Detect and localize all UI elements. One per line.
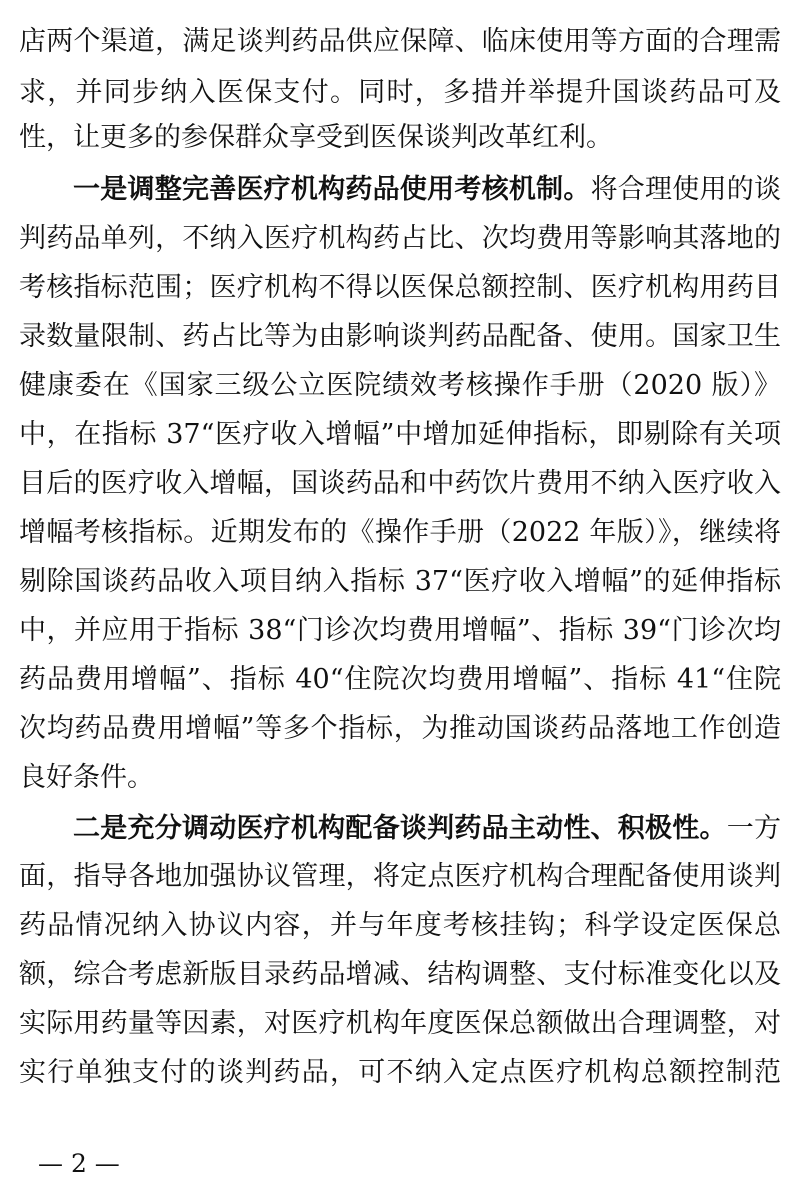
paragraph-line: 中，在指标 37“医疗收入增幅”中增加延伸指标，即剔除有关项 <box>19 419 781 450</box>
paragraph-heading: 一是调整完善医疗机构药品使用考核机制。 <box>73 174 591 205</box>
paragraph-line: 中，并应用于指标 38“门诊次均费用增幅”、指标 39“门诊次均 <box>19 615 781 646</box>
paragraph-line: 额，综合考虑新版目录药品增减、结构调整、支付标准变化以及 <box>19 959 781 990</box>
paragraph-line: 药品情况纳入协议内容，并与年度考核挂钩；科学设定医保总 <box>19 910 781 941</box>
paragraph-line: 剔除国谈药品收入项目纳入指标 37“医疗收入增幅”的延伸指标 <box>19 566 781 597</box>
paragraph-line: 健康委在《国家三级公立医院绩效考核操作手册（2020 版）》 <box>19 370 781 401</box>
paragraph-line: 良好条件。 <box>19 762 154 793</box>
paragraph-line: 求，并同步纳入医保支付。同时，多措并举提升国谈药品可及 <box>19 77 781 108</box>
paragraph-line: 店两个渠道，满足谈判药品供应保障、临床使用等方面的合理需 <box>19 26 781 57</box>
paragraph-line: 判药品单列，不纳入医疗机构药占比、次均费用等影响其落地的 <box>19 223 781 254</box>
paragraph-line: 增幅考核指标。近期发布的《操作手册（2022 年版）》，继续将 <box>19 517 781 548</box>
paragraph-line: 目后的医疗收入增幅，国谈药品和中药饮片费用不纳入医疗收入 <box>19 468 781 499</box>
paragraph-line: 录数量限制、药占比等为由影响谈判药品配备、使用。国家卫生 <box>19 321 781 352</box>
paragraph-line: 药品费用增幅”、指标 40“住院次均费用增幅”、指标 41“住院 <box>19 664 781 695</box>
paragraph-first-line <box>73 170 781 210</box>
paragraph-line: 面，指导各地加强协议管理，将定点医疗机构合理配备使用谈判 <box>19 861 781 892</box>
paragraph-heading: 二是充分调动医疗机构配备谈判药品主动性、积极性。 <box>73 813 727 844</box>
paragraph-line: 性，让更多的参保群众享受到医保谈判改革红利。 <box>19 122 613 153</box>
paragraph-line: 考核指标范围；医疗机构不得以医保总额控制、医疗机构用药目 <box>19 272 781 303</box>
page-number: — 2 — <box>38 1149 120 1178</box>
paragraph-line: 次均药品费用增幅”等多个指标，为推动国谈药品落地工作创造 <box>19 713 781 744</box>
paragraph-line: 实行单独支付的谈判药品，可不纳入定点医疗机构总额控制范 <box>19 1057 781 1088</box>
paragraph-text: 一方 <box>726 813 782 844</box>
paragraph-text: 将合理使用的谈 <box>590 174 782 205</box>
paragraph-first-line <box>73 809 781 849</box>
paragraph-line: 实际用药量等因素，对医疗机构年度医保总额做出合理调整，对 <box>19 1008 781 1039</box>
